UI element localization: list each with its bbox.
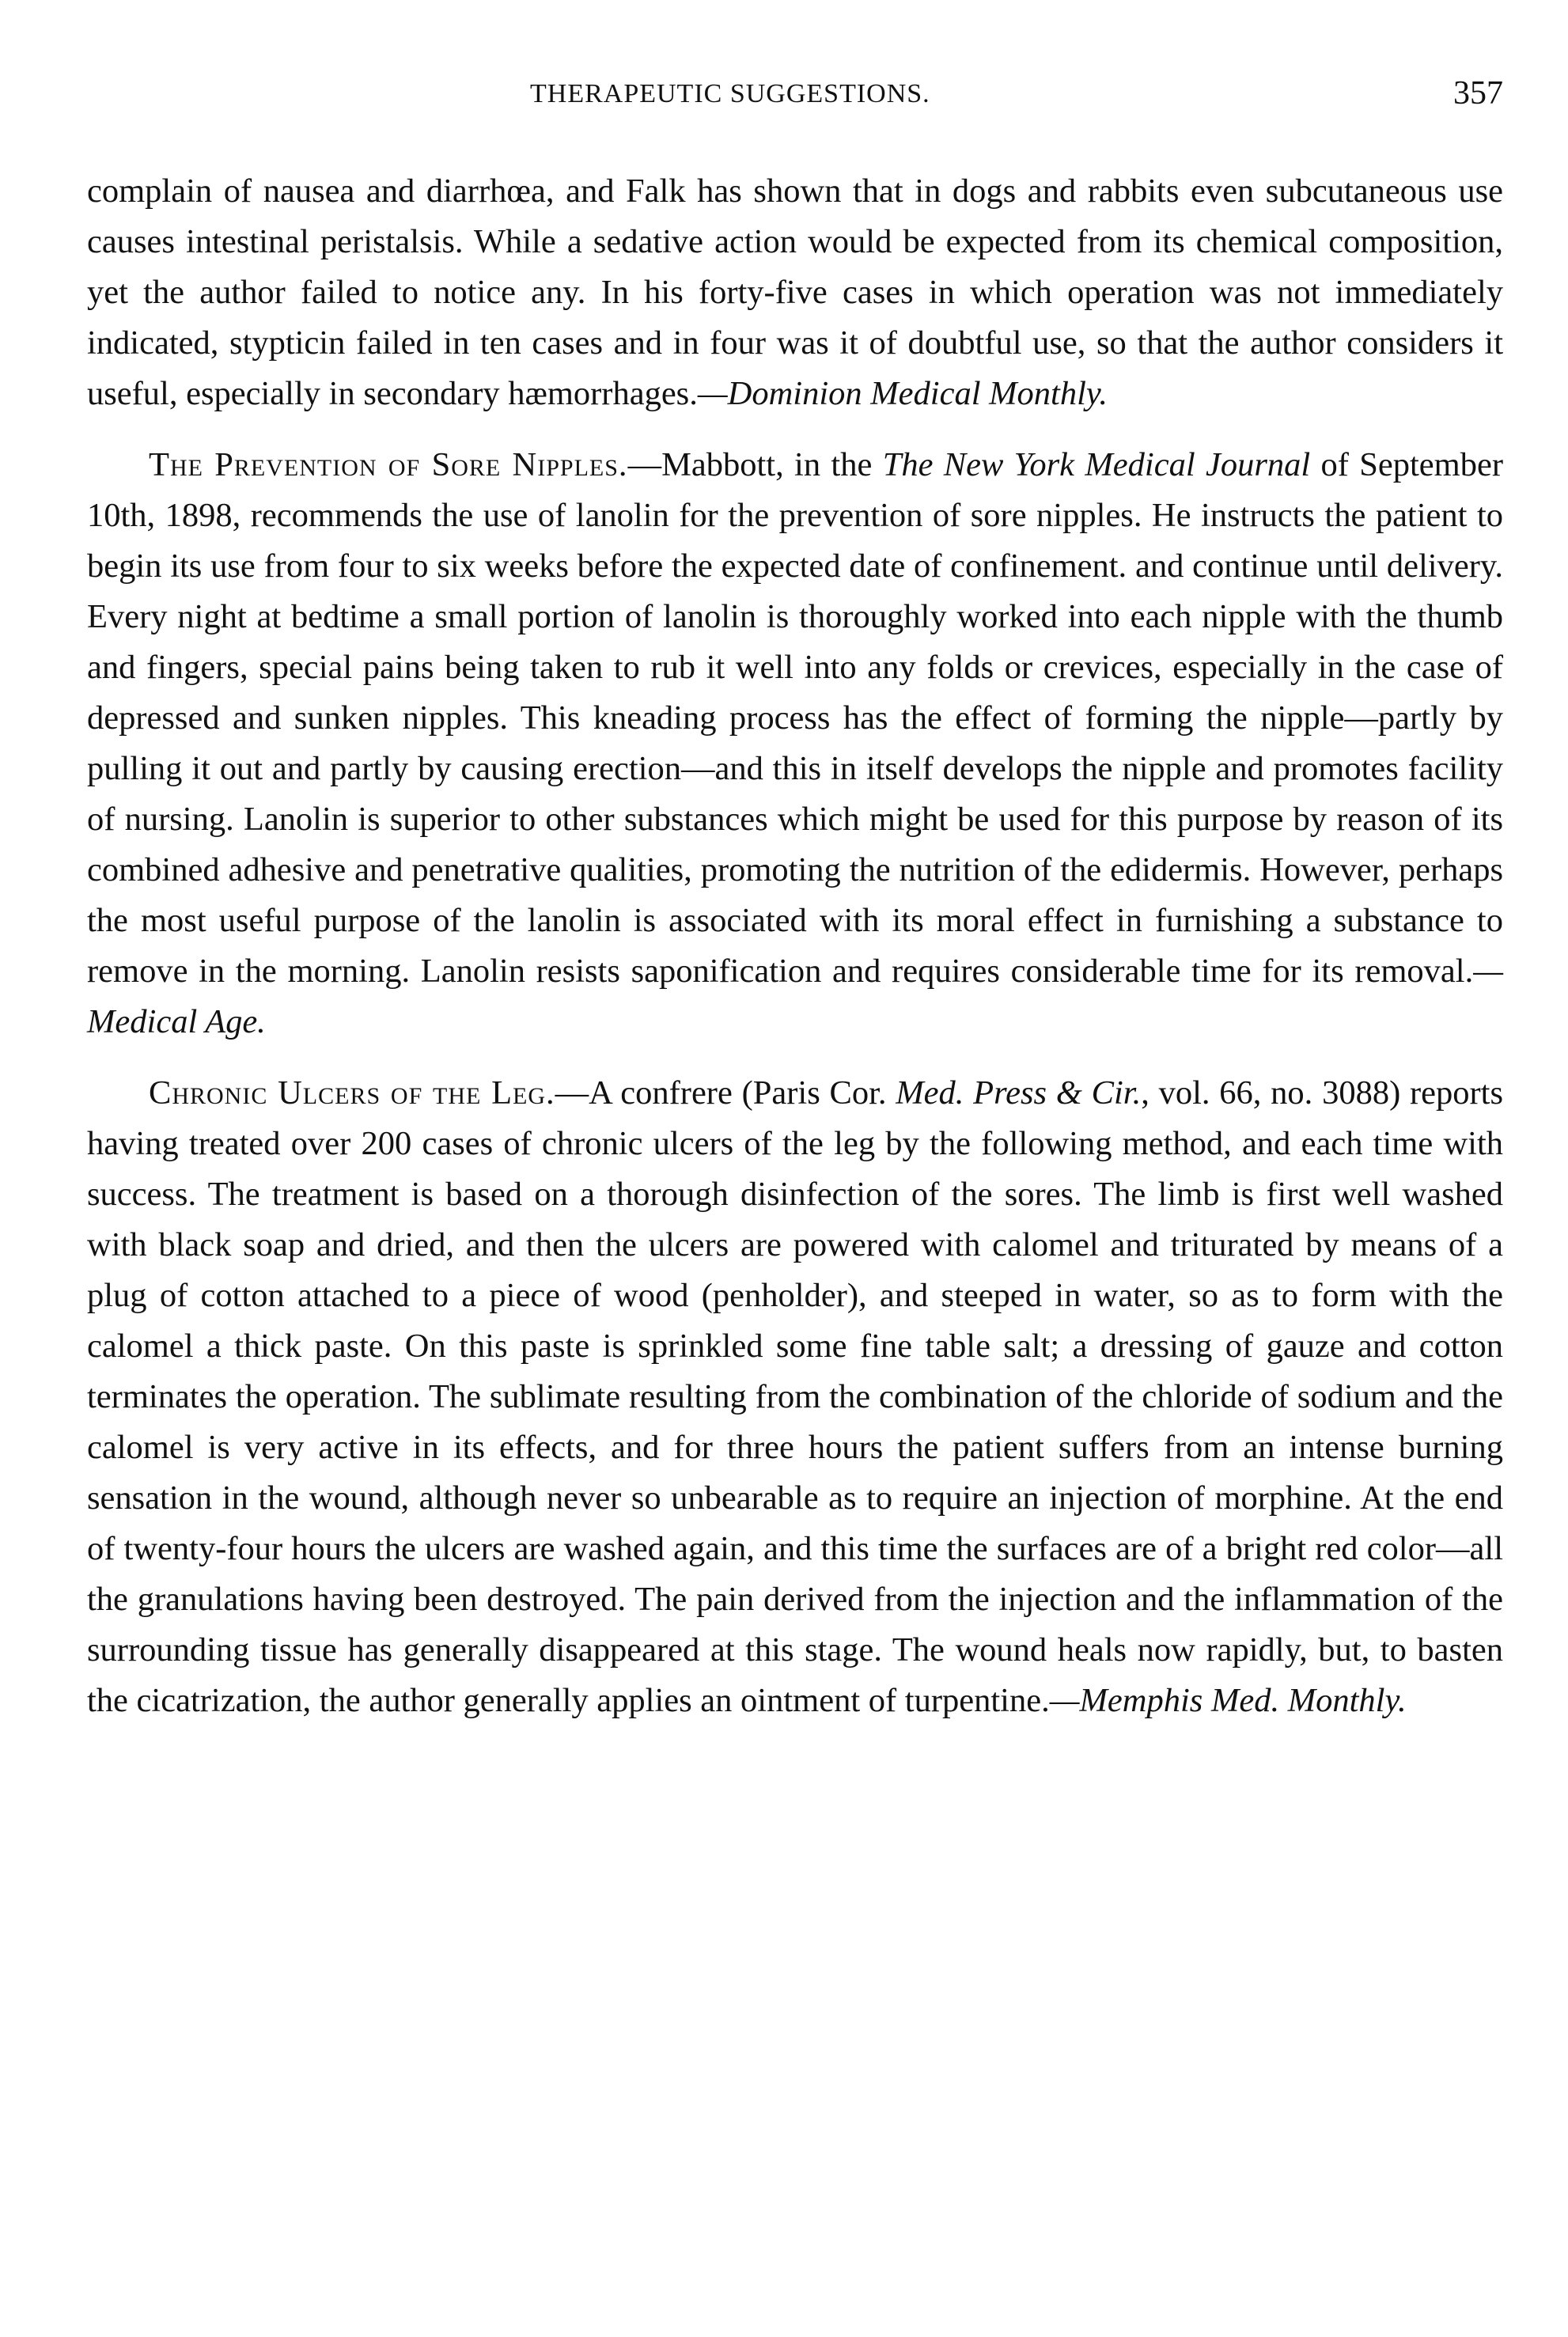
journal-title: The New York Medical Journal [882,446,1311,483]
source-citation: —Dominion Medical Monthly. [697,375,1108,412]
paragraph-chronic-ulcers [87,1068,1503,1726]
paragraph-lead: —Mabbott, in the [627,446,883,483]
paragraph-lead: —A confrere (Paris Cor. [555,1074,896,1112]
source-citation: —Medical Age. [87,953,1503,1040]
book-page [87,71,1503,1747]
page-number: 357 [1453,75,1503,112]
running-title: THERAPEUTIC SUGGESTIONS. [530,79,930,108]
page-header [87,71,1503,119]
journal-title: Med. Press & Cir. [896,1074,1142,1112]
paragraph-body: of September 10th, 1898, recommends the use of lanolin for the prevention of sore nipples. He instructs the patient to begin its use from four to six weeks before the expected date of confinement. and continue until delivery. Every night at bedtime a small portion of lanolin is thoroughly worked into each nipple with the thumb and fingers, special pains being taken to rub it well into any folds or crevices, especially in the case of depressed and sunken nipples. This kneading process has the effect of forming the nipple—partly by pulling it out and partly by causing erection—and this in itself develops the nipple and promotes facility of nursing. Lanolin is superior to other substances which might be used for this purpose by reason of its combined adhesive and penetrative qualities, promoting the nutrition of the edidermis. However, perhaps the most useful purpose of the lanolin is associated with its moral effect in furnishing a substance to remove in the morning. Lanolin resists saponification and requires considerable time for its removal. [87,446,1503,990]
section-heading: The Prevention of Sore Nipples. [149,446,628,483]
paragraph-stypticin [87,166,1503,419]
section-heading: Chronic Ulcers of the Leg. [149,1074,555,1112]
paragraph-body: complain of nausea and diarrhœa, and Falk has shown that in dogs and rabbits even subcutaneous use causes intestinal peristalsis. While a sedative action would be expected from its chemical composition, yet the author failed to notice any. In his forty-five cases in which operation was not immediately indicated, stypticin failed in ten cases and in four was it of doubtful use, so that the author considers it useful, especially in secondary hæmorrhages. [87,172,1503,412]
source-citation: —Memphis Med. Monthly. [1049,1682,1407,1719]
paragraph-sore-nipples [87,440,1503,1047]
paragraph-body: , vol. 66, no. 3088) reports having treated over 200 cases of chronic ulcers of the leg by the following method, and each time with success. The treatment is based on a thorough disinfection of the sores. The limb is first well washed with black soap and dried, and then the ulcers are powered with calomel and triturated by means of a plug of cotton attached to a piece of wood (penholder), and steeped in water, so as to form with the calomel a thick paste. On this paste is sprinkled some fine table salt; a dressing of gauze and cotton terminates the operation. The sublimate resulting from the combination of the chloride of sodium and the calomel is very active in its effects, and for three hours the patient suffers from an intense burning sensation in the wound, although never so unbearable as to require an injection of morphine. At the end of twenty-four hours the ulcers are washed again, and this time the surfaces are of a bright red color—all the granulations having been destroyed. The pain derived from the injection and the inflammation of the surrounding tissue has generally disappeared at this stage. The wound heals now rapidly, but, to basten the cicatrization, the author generally applies an ointment of turpentine. [87,1074,1503,1719]
